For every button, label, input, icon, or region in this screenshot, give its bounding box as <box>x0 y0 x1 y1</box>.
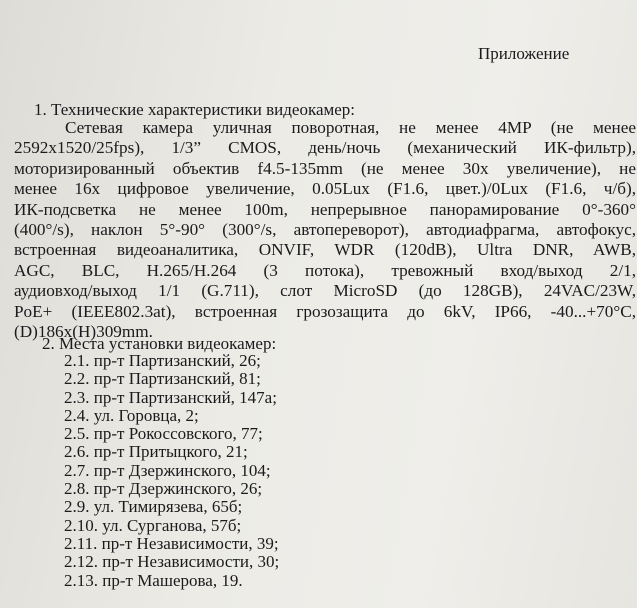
list-item: 2.5. пр-т Рокоссовского, 77; <box>64 424 263 444</box>
spec-line: (D)186x(H)309mm. <box>14 322 153 342</box>
spec-line: PoE+ (IEEE802.3at), встроенная грозозащита до 6kV, IP66, -40...+70°C, <box>14 301 636 321</box>
list-item: 2.8. пр-т Дзержинского, 26; <box>64 479 263 499</box>
spec-line: встроенная видеоаналитика, ONVIF, WDR (120dB), Ultra DNR, AWB, <box>14 240 636 260</box>
list-item: 2.7. пр-т Дзержинского, 104; <box>64 460 271 480</box>
list-item: 2.13. пр-т Машерова, 19. <box>64 570 243 590</box>
spec-line: аудиовход/выход 1/1 (G.711), слот MicroSD (до 128GB), 24VAC/23W, <box>14 281 636 301</box>
spec-line: 2592x1520/25fps), 1/3” CMOS, день/ночь (механический ИК-фильтр), <box>14 138 636 158</box>
list-item: 2.3. пр-т Партизанский, 147а; <box>64 387 277 407</box>
section-2-title: 2. Места установки видеокамер: <box>42 334 277 353</box>
list-item: 2.12. пр-т Независимости, 30; <box>64 552 280 572</box>
installation-address-list <box>64 352 279 590</box>
list-item: 2.11. пр-т Независимости, 39; <box>64 533 279 553</box>
list-item: 2.6. пр-т Притыцкого, 21; <box>64 442 248 462</box>
list-item: 2.2. пр-т Партизанский, 81; <box>64 369 261 389</box>
spec-line: Сетевая камера уличная поворотная, не менее 4MP (не менее <box>65 118 636 137</box>
section-1-title: 1. Технические характеристики видеокамер: <box>34 100 356 119</box>
list-item: 2.1. пр-т Партизанский, 26; <box>64 351 261 370</box>
spec-line: моторизированный объектив f4.5-135mm (не менее 30x увеличение), не <box>14 158 636 178</box>
camera-specs-paragraph <box>14 118 636 342</box>
spec-line: AGC, BLC, H.265/H.264 (3 потока), тревожный вход/выход 2/1, <box>14 260 636 280</box>
list-item: 2.4. ул. Горовца, 2; <box>64 405 199 425</box>
list-item: 2.9. ул. Тимирязева, 65б; <box>64 497 243 517</box>
spec-line: (400°/s), наклон 5°-90° (300°/s, автопереворот), автодиафрагма, автофокус, <box>14 220 636 240</box>
spec-line: менее 16x цифровое увеличение, 0.05Lux (F1.6, цвет.)/0Lux (F1.6, ч/б), <box>14 179 636 199</box>
list-item: 2.10. ул. Сурганова, 57б; <box>64 515 242 535</box>
spec-line: ИК-подсветка не менее 100m, непрерывное панорамирование 0°-360° <box>14 199 636 219</box>
appendix-label: Приложение <box>478 44 570 63</box>
